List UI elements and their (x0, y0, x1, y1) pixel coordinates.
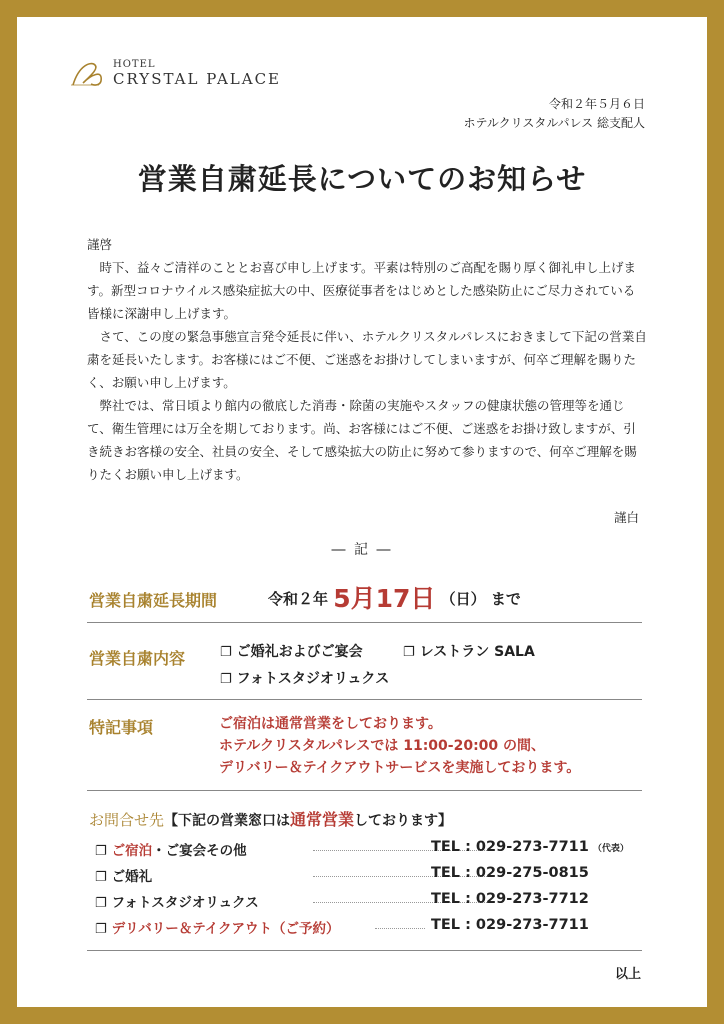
content-item (403, 641, 535, 661)
letter-paragraph: 時下、益々ご清祥のこととお喜び申し上げます。平素は特別のご高配を賜り厚く御礼申し上げます。新型コロナウイルス感染症拡大の中、医療従事者をはじめとした感染防止にご尽力されている皆様に深謝申し上げます。 (87, 260, 637, 321)
inquiry-name-text: ご婚礼 (111, 869, 153, 885)
notice-date: 令和２年５月６日 (548, 97, 645, 111)
checkbox-icon: ❐ (220, 672, 232, 687)
inquiry-tel-number[interactable]: TEL : 029-273-7711 (431, 917, 589, 933)
notice-sender: ホテルクリスタルパレス 総支配人 (463, 116, 645, 130)
checkbox-icon: ❐ (403, 645, 415, 660)
inquiry-name-text: フォトスタジオリュクス (111, 895, 259, 911)
inquiry-head-highlight: 通常営業 (290, 810, 355, 829)
inquiry-tel[interactable] (431, 839, 629, 855)
letter-closing: 謹白 (613, 510, 639, 525)
logo-name-text: CRYSTAL PALACE (113, 70, 282, 88)
inquiry-name (95, 839, 247, 859)
section-divider (87, 622, 642, 623)
checkbox-icon: ❐ (95, 844, 107, 859)
period-prefix: 令和２年 (268, 590, 329, 608)
period-value (268, 579, 521, 615)
content-item-label: レストラン SALA (419, 644, 535, 660)
notes-line: ホテルクリスタルパレスでは 11:00-20:00 の間、 (219, 738, 546, 754)
letter-paragraph: さて、この度の緊急事態宣言発令延長に伴い、ホテルクリスタルパレスにおきまして下記の営業自粛を延長いたします。お客様にはご不便、ご迷惑をお掛けしてしまいますが、何卒ご理解を賜りたく、お願い申し上げます。 (87, 329, 647, 390)
logo-hotel-text: HOTEL (113, 59, 156, 70)
inquiry-row (95, 891, 655, 913)
inquiry-name-highlight: デリバリー＆テイクアウト（ご予約） (111, 921, 340, 937)
checkbox-icon: ❐ (95, 922, 107, 937)
inquiry-name (95, 891, 259, 911)
content-item (220, 668, 389, 688)
period-date: 5月17日 (333, 584, 436, 613)
inquiry-tel-number[interactable]: TEL : 029-275-0815 (431, 865, 589, 881)
notes-line: デリバリー＆テイクアウトサービスを実施しております。 (219, 760, 581, 776)
section-divider (87, 790, 642, 791)
inquiry-name-highlight: ご宿泊 (111, 843, 153, 859)
inquiry-tel[interactable] (431, 917, 589, 933)
content-item (220, 641, 363, 661)
notes-line: ご宿泊は通常営業をしております。 (219, 716, 442, 732)
inquiry-tel-number[interactable]: TEL : 029-273-7712 (431, 891, 589, 907)
section-divider (87, 699, 642, 700)
period-weekday: （日） (440, 590, 486, 608)
notes-label: 特記事項 (89, 718, 154, 737)
period-suffix: まで (490, 590, 521, 608)
notes-text (219, 713, 649, 779)
inquiry-name-text: ・ご宴会その他 (152, 843, 247, 859)
inquiry-name (95, 917, 340, 937)
content-item-label: フォトスタジオリュクス (236, 671, 390, 687)
letter-opening: 謹啓 (87, 237, 113, 252)
inquiry-row (95, 865, 655, 887)
inquiry-name (95, 865, 152, 885)
inquiry-tel-number[interactable]: TEL : 029-273-7711 (431, 839, 589, 855)
ki-heading: ― 記 ― (331, 542, 393, 558)
inquiry-row (95, 839, 655, 861)
dotted-leader (375, 928, 425, 929)
letter-paragraph: 弊社では、常日頃より館内の徹底した消毒・除菌の実施やスタッフの健康状態の管理等を通じて、衛生管理には万全を期しております。尚、お客様にはご不便、ご迷惑をお掛け致しますが、引き続きお客様の安全、社員の安全、そして感染拡大の防止に努めて参りますので、何卒ご理解を賜りたくお願い申し上げます。 (87, 398, 637, 482)
inquiry-tel[interactable] (431, 891, 589, 907)
end-mark: 以上 (614, 967, 641, 982)
logo-mark-icon (69, 59, 103, 89)
inquiry-heading (89, 807, 452, 830)
page-title: 営業自粛延長についてのお知らせ (137, 162, 587, 196)
letter-body (87, 233, 647, 486)
notice-paper (17, 17, 707, 1007)
period-label: 営業自粛延長期間 (89, 591, 218, 610)
inquiry-label: お問合せ先 (89, 811, 165, 829)
inquiry-head-pre: 【下記の営業窓口は (164, 813, 291, 829)
content-item-label: ご婚礼およびご宴会 (236, 644, 363, 660)
inquiry-head-post: しております】 (354, 813, 453, 829)
checkbox-icon: ❐ (95, 870, 107, 885)
inquiry-tel[interactable] (431, 865, 589, 881)
inquiry-row (95, 917, 655, 939)
content-label: 営業自粛内容 (89, 649, 186, 668)
section-divider (87, 950, 642, 951)
checkbox-icon: ❐ (220, 645, 232, 660)
checkbox-icon: ❐ (95, 896, 107, 911)
inquiry-tel-note: （代表） (592, 844, 629, 854)
